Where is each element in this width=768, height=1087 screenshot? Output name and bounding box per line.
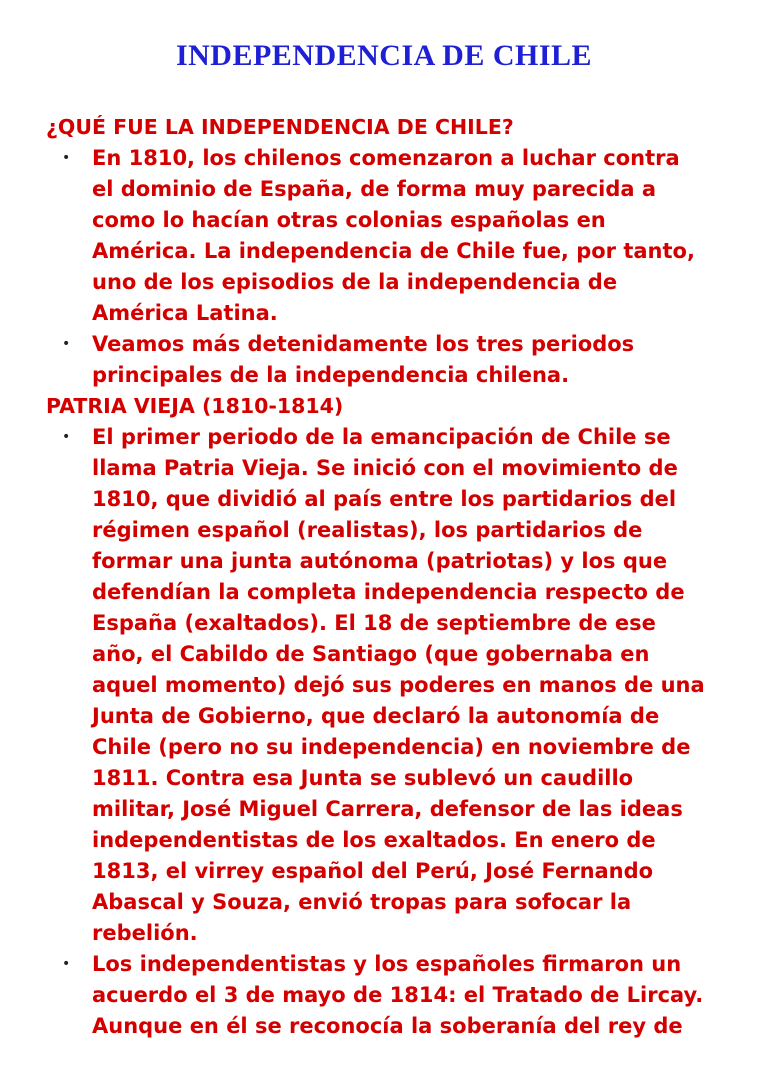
section-list-que-fue [46, 143, 746, 391]
text-line: régimen español (realistas), los partidarios de [92, 518, 643, 542]
bullet-icon: • [62, 150, 71, 166]
document-body [46, 112, 746, 1042]
text-line: España (exaltados). El 18 de septiembre de ese [92, 611, 656, 635]
text-line: defendían la completa independencia respecto de [92, 580, 685, 604]
text-line: uno de los episodios de la independencia de [92, 270, 618, 294]
list-item [46, 329, 746, 391]
text-line: acuerdo el 3 de mayo de 1814: el Tratado de Lircay. [92, 983, 704, 1007]
list-item [46, 422, 746, 949]
text-line: año, el Cabildo de Santiago (que gobernaba en [92, 642, 650, 666]
text-line: formar una junta autónoma (patriotas) y los que [92, 549, 668, 573]
text-line: El primer periodo de la emancipación de Chile se [92, 425, 671, 449]
text-line: Abascal y Souza, envió tropas para sofocar la [92, 890, 632, 914]
list-item [46, 143, 746, 329]
text-line: independentistas de los exaltados. En enero de [92, 828, 656, 852]
text-line: Chile (pero no su independencia) en noviembre de [92, 735, 691, 759]
text-line: 1810, que dividió al país entre los partidarios del [92, 487, 677, 511]
bullet-icon: • [62, 336, 71, 352]
section-list-patria-vieja [46, 422, 746, 1042]
text-line: aquel momento) dejó sus poderes en manos de una [92, 673, 705, 697]
text-line: Veamos más detenidamente los tres periodos [92, 332, 635, 356]
text-line: Junta de Gobierno, que declaró la autonomía de [92, 704, 660, 728]
text-line: como lo hacían otras colonias españolas en [92, 208, 606, 232]
text-line: 1811. Contra esa Junta se sublevó un caudillo [92, 766, 634, 790]
bullet-icon: • [62, 429, 71, 445]
section-heading-patria-vieja: PATRIA VIEJA (1810-1814) [46, 394, 344, 418]
text-line: 1813, el virrey español del Perú, José Fernando [92, 859, 654, 883]
text-line: principales de la independencia chilena. [92, 363, 570, 387]
section-heading-que-fue: ¿QUÉ FUE LA INDEPENDENCIA DE CHILE? [46, 115, 514, 139]
text-line: América. La independencia de Chile fue, por tanto, [92, 239, 695, 263]
text-line: Los independentistas y los españoles firmaron un [92, 952, 682, 976]
list-item [46, 949, 746, 1042]
page-title: INDEPENDENCIA DE CHILE [175, 39, 593, 72]
text-line: rebelión. [92, 921, 198, 945]
bullet-icon: • [62, 956, 71, 972]
text-line: el dominio de España, de forma muy parecida a [92, 177, 657, 201]
text-line: Aunque en él se reconocía la soberanía del rey de [92, 1014, 683, 1038]
text-line: En 1810, los chilenos comenzaron a luchar contra [92, 146, 680, 170]
text-line: militar, José Miguel Carrera, defensor de las ideas [92, 797, 683, 821]
text-line: América Latina. [92, 301, 278, 325]
text-line: llama Patria Vieja. Se inició con el movimiento de [92, 456, 678, 480]
